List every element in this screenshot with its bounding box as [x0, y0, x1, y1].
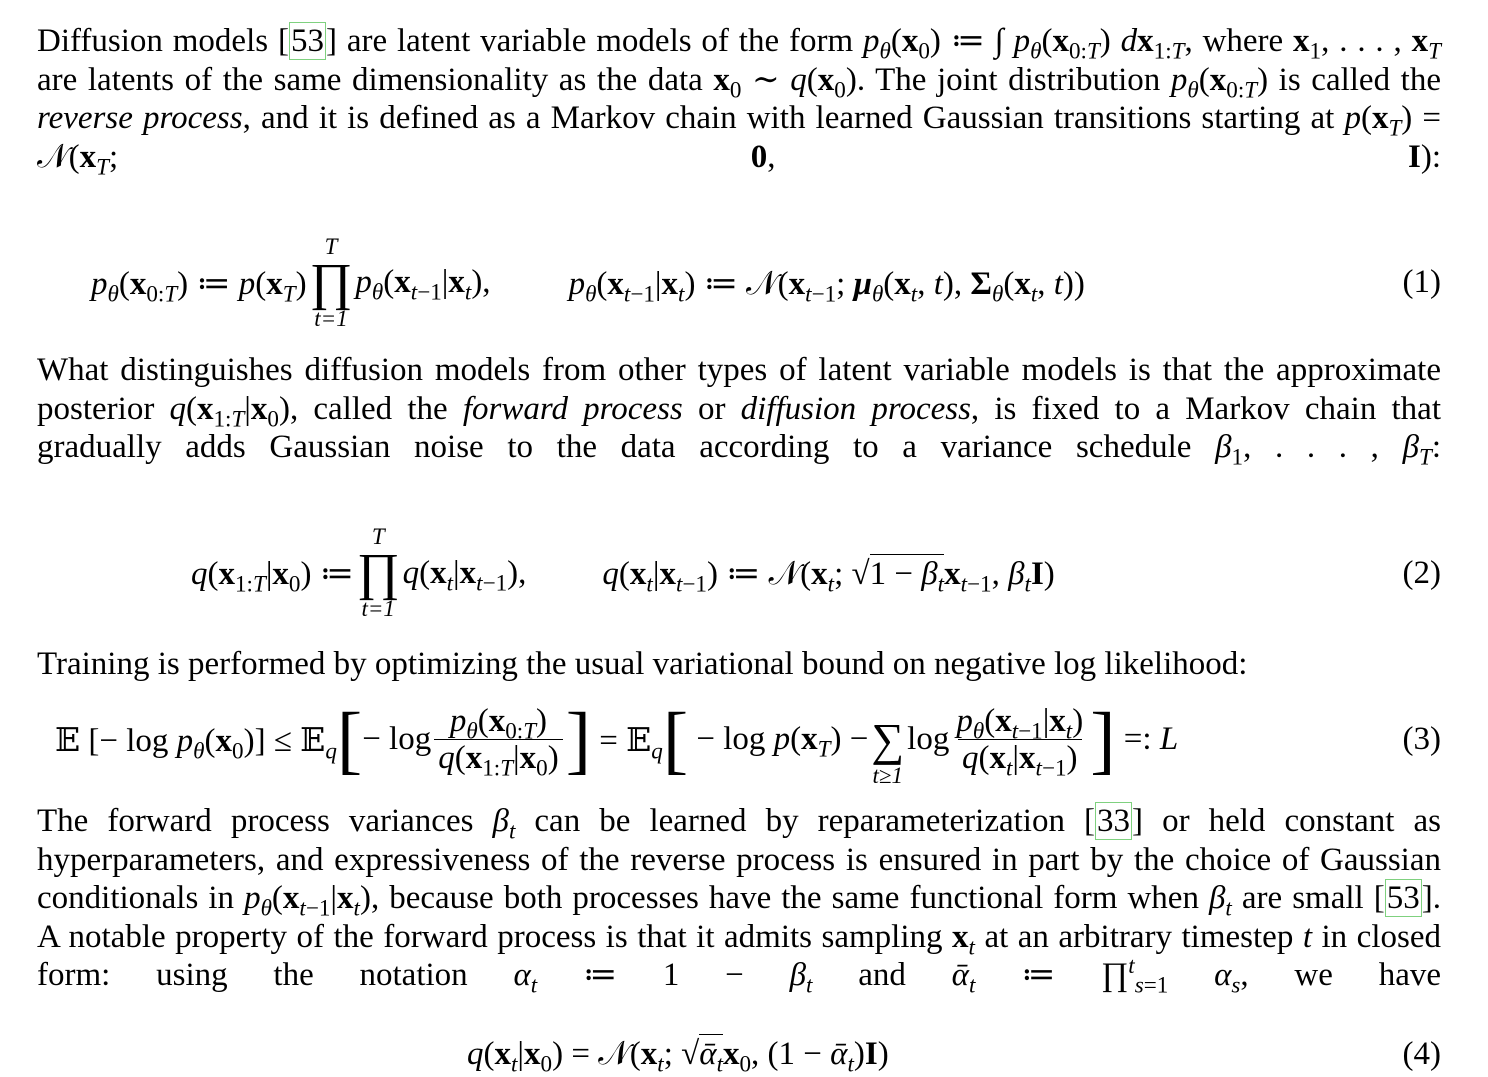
equation-1: $p_\theta(x_{0:T})$ ≔ $p(x_T)$ T ∏ t=1 $p_\theta(x_{t-1}|x_t)$, $p_\theta(x_{t-1}|x_t)$ ≔ $𝒩(x_{t-1}$; $\mu_\theta(x_t$, t), $\Sigma_\theta(x_t$, t)) (1): [91, 233, 1441, 331]
paragraph-training: Training is performed by optimizing the usual variational bound on negative log likelihood:: [37, 646, 1248, 683]
paper-excerpt: [37, 22, 1441, 1076]
equation-number: (2): [1402, 554, 1441, 591]
paragraph-forward-process: What distinguishes diffusion models from other types of latent variable models is that the approximate posterior $q(x_{1:T}|x_0)$, called the forward process or diffusion process, is fixed to a Markov chain that gradually adds Gaussian noise to the data according to a variance schedule $\beta_1$, . . . , $\beta_T$:: [37, 351, 1442, 470]
equation-3: 𝔼 [− $\log p_\theta(x_0)$] ≤ 𝔼$_q$ [ − log $\frac{p_\theta(x_{0:T})}{q(x_{1:T}|x_0)}$ ] = 𝔼$_q$ [ − $\log p(x_T)$ − ∑ t≥1 log $\frac{p_\theta(x_{t-1}|x_t)}{q(x_t|x_{t-1})}$ ] =: L (3): [55, 697, 1441, 788]
equation-number: (3): [1402, 721, 1441, 758]
citation-link[interactable]: 53: [1386, 880, 1420, 917]
citation-link[interactable]: 33: [1097, 802, 1131, 839]
citation-link[interactable]: 53: [290, 23, 324, 59]
equation-number: (1): [1402, 264, 1441, 301]
paragraph-variances: The forward process variances $\beta_t$ can be learned by reparameterization [33] or held constant as hyperparameters, and expressiveness of the reverse process is ensured in part by the choice of Gaussian conditionals in $p_\theta(x_{t-1}|x_t)$, because both processes have the same functional form when $\beta_t$ are small [53]. A notable property of the forward process is that it admits sampling $x_t$ at an arbitrary timestep t in closed form: using the notation $\alpha_t$ ≔ $1 - \beta_t$ and ᾱ$_t$ ≔ ∏$^t_{s=1}$ $\alpha_s$, we have: [37, 802, 1441, 998]
equation-4: $q(x_t|x_0)$ = $𝒩(x_t$; $√ᾱ_tx_0$, (1 − ᾱ$_t$)I) (4): [467, 1036, 1441, 1077]
equation-number: (4): [1402, 1036, 1441, 1072]
equation-2: $q(x_{1:T}|x_0)$ ≔ T ∏ t=1 $q(x_t|x_{t-1})$, $q(x_t|x_{t-1})$ ≔ $𝒩(x_t$; $√1 - \beta_tx_{t-1}$, $\beta_tI$) (2): [191, 524, 1441, 622]
paragraph-intro: Diffusion models [53] are latent variable models of the form $p_\theta(x_0)$ ≔ ∫ $p_\theta(x_{0:T})$ $dx_{1:T}$, where $x_1$, . . . , $x_T$ are latents of the same dimensionality as the data $x_0$ ∼ $q(x_0)$. The joint distribution $p_\theta(x_{0:T})$ is called the reverse process, and it is defined as a Markov chain with learned Gaussian transitions starting at $p(x_T)$ = $𝒩(x_T$; 0, I):: [37, 23, 1442, 180]
